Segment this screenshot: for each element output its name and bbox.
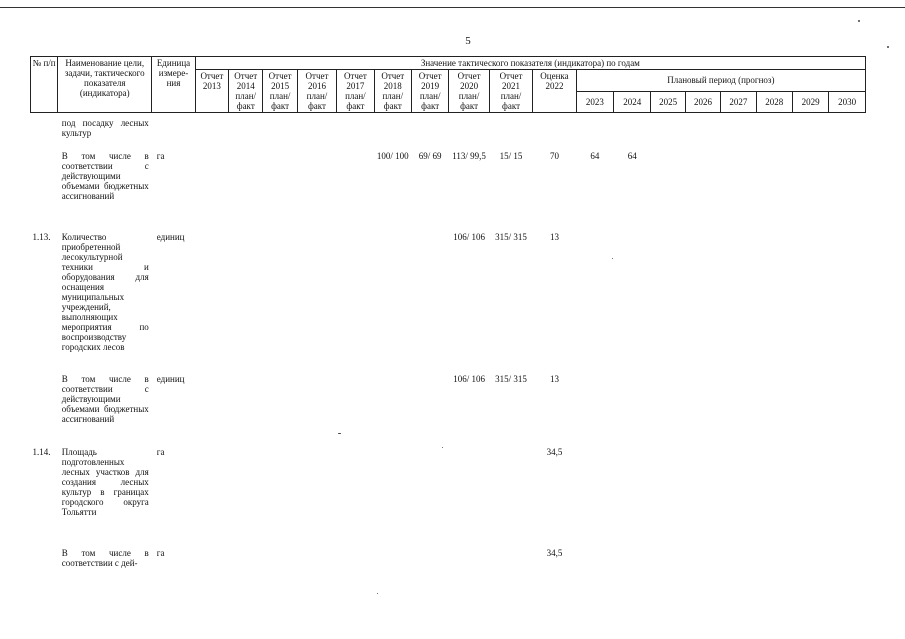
row-num: 1.13. <box>32 231 51 242</box>
cell-2016 <box>297 447 336 548</box>
cell-2027 <box>721 548 756 608</box>
cell-2027 <box>721 447 756 548</box>
cell-2030 <box>829 151 866 232</box>
header-plan-2025: 2025 <box>651 91 685 113</box>
cell-2021 <box>489 447 532 548</box>
cell-2025 <box>651 151 685 232</box>
header-estimate-2022: Оценка 2022 <box>533 70 576 113</box>
cell-2027 <box>721 113 756 151</box>
cell-2020 <box>449 548 489 608</box>
cell-2022: 13 <box>549 373 559 384</box>
cell-2030 <box>829 374 866 447</box>
header-year-2017: Отчет 2017 план/ факт <box>337 70 374 113</box>
row-name: Количество приобретенной лесокультурной техники и оборудования для оснащения муниципальных учреждений, выполняющих мероприятия по воспроизводству городских лесов <box>61 231 149 352</box>
header-year-2016: Отчет 2016 план/ факт <box>297 70 336 113</box>
cell-2028 <box>756 447 792 548</box>
cell-2024 <box>614 548 651 608</box>
table-row <box>31 113 866 151</box>
header-plan-2029: 2029 <box>792 91 828 113</box>
header-row-1 <box>31 57 866 70</box>
header-plan-2030: 2030 <box>829 91 866 113</box>
table-row <box>31 151 866 232</box>
cell-2023 <box>576 113 613 151</box>
cell-2021 <box>489 113 532 151</box>
cell-2025 <box>651 232 685 374</box>
row-name: В том числе в соответствии с действующими объемами бюджетных ассигнований <box>61 373 149 424</box>
indicator-table <box>30 56 866 608</box>
cell-2019 <box>411 232 448 374</box>
cell-2019 <box>411 113 448 151</box>
cell-2020 <box>449 447 489 548</box>
cell-2029 <box>792 232 828 374</box>
cell-2029 <box>792 374 828 447</box>
cell-2016 <box>297 232 336 374</box>
cell-2025 <box>651 447 685 548</box>
cell-2013 <box>195 447 228 548</box>
cell-2014 <box>229 151 263 232</box>
header-group: Значение тактического показателя (индикатора) по годам <box>195 57 865 70</box>
cell-2020 <box>449 113 489 151</box>
header-unit: Единица измере-ния <box>152 57 195 113</box>
cell-2014 <box>229 113 263 151</box>
row-num <box>31 374 58 447</box>
header-plan-period: Плановый период (прогноз) <box>576 70 865 92</box>
cell-2030 <box>829 548 866 608</box>
cell-2024: 64 <box>627 150 637 161</box>
cell-2025 <box>651 548 685 608</box>
cell-2013 <box>195 113 228 151</box>
cell-2017 <box>337 151 374 232</box>
cell-2019: 69/ 69 <box>418 150 442 161</box>
cell-2020: 106/ 106 <box>453 373 485 384</box>
cell-2013 <box>195 374 228 447</box>
cell-2014 <box>229 548 263 608</box>
cell-2015 <box>263 151 297 232</box>
cell-2017 <box>337 113 374 151</box>
cell-2029 <box>792 113 828 151</box>
cell-2026 <box>685 232 720 374</box>
header-year-2020: Отчет 2020 план/ факт <box>449 70 489 113</box>
cell-2026 <box>685 113 720 151</box>
header-plan-2023: 2023 <box>576 91 613 113</box>
cell-2021: 15/ 15 <box>499 150 523 161</box>
cell-2022: 13 <box>549 231 559 242</box>
cell-2027 <box>721 232 756 374</box>
cell-2023 <box>576 548 613 608</box>
row-num <box>31 113 58 151</box>
row-num: 1.14. <box>32 446 51 457</box>
row-name: В том числе в соответствии с действующими объемами бюджетных ассигнований <box>61 150 149 201</box>
cell-2022 <box>533 113 576 151</box>
cell-2029 <box>792 548 828 608</box>
cell-2025 <box>651 113 685 151</box>
cell-2016 <box>297 113 336 151</box>
row-unit: единиц <box>156 373 185 384</box>
header-num: № п/п <box>31 57 58 113</box>
scan-speck <box>887 46 889 48</box>
cell-2014 <box>229 447 263 548</box>
cell-2027 <box>721 374 756 447</box>
cell-2021: 315/ 315 <box>495 373 527 384</box>
row-unit: единиц <box>156 231 185 242</box>
header-plan-2027: 2027 <box>721 91 756 113</box>
cell-2022: 34,5 <box>546 547 563 558</box>
cell-2015 <box>263 548 297 608</box>
cell-2018 <box>374 374 411 447</box>
cell-2018 <box>374 548 411 608</box>
table-row <box>31 374 866 447</box>
cell-2017 <box>337 232 374 374</box>
header-plan-2024: 2024 <box>614 91 651 113</box>
cell-2018 <box>374 232 411 374</box>
cell-2021: 315/ 315 <box>495 231 527 242</box>
cell-2013 <box>195 232 228 374</box>
header-name: Наименование цели, задачи, тактического показателя (индикатора) <box>58 57 152 113</box>
cell-2018 <box>374 113 411 151</box>
cell-2023: 64 <box>590 150 600 161</box>
table-row <box>31 548 866 608</box>
cell-2019 <box>411 548 448 608</box>
cell-2030 <box>829 232 866 374</box>
cell-2028 <box>756 374 792 447</box>
cell-2030 <box>829 447 866 548</box>
cell-2028 <box>756 548 792 608</box>
cell-2028 <box>756 232 792 374</box>
row-name: В том числе в соответствии с дей- <box>61 547 149 568</box>
row-unit: га <box>156 150 165 161</box>
cell-2029 <box>792 151 828 232</box>
cell-2024 <box>614 113 651 151</box>
cell-2016 <box>297 374 336 447</box>
cell-2023 <box>576 232 613 374</box>
cell-2030 <box>829 113 866 151</box>
cell-2016 <box>297 151 336 232</box>
scan-speck <box>858 20 860 22</box>
cell-2014 <box>229 232 263 374</box>
row-unit <box>152 113 195 151</box>
cell-2024 <box>614 447 651 548</box>
cell-2029 <box>792 447 828 548</box>
cell-2019 <box>411 374 448 447</box>
cell-2015 <box>263 447 297 548</box>
row-unit: га <box>156 446 165 457</box>
cell-2020: 113/ 99,5 <box>452 150 486 161</box>
row-num <box>31 151 58 232</box>
cell-2018: 100/ 100 <box>376 150 409 161</box>
row-name: под посадку лесных культур <box>61 118 149 138</box>
cell-2013 <box>195 151 228 232</box>
cell-2015 <box>263 113 297 151</box>
row-name: Площадь подготовленных лесных участков для создания лесных культур в границах городского округа Тольятти <box>61 446 149 517</box>
header-year-2019: Отчет 2019 план/ факт <box>411 70 448 113</box>
header-year-2015: Отчет 2015 план/ факт <box>263 70 297 113</box>
row-unit: га <box>156 547 165 558</box>
page-top-line <box>0 7 905 8</box>
cell-2026 <box>685 151 720 232</box>
cell-2026 <box>685 447 720 548</box>
cell-2025 <box>651 374 685 447</box>
cell-2023 <box>576 447 613 548</box>
cell-2024 <box>614 232 651 374</box>
header-year-2014: Отчет 2014 план/ факт <box>229 70 263 113</box>
cell-2013 <box>195 548 228 608</box>
cell-2017 <box>337 447 374 548</box>
header-year-2021: Отчет 2021 план/ факт <box>489 70 532 113</box>
cell-2018 <box>374 447 411 548</box>
cell-2014 <box>229 374 263 447</box>
header-year-2018: Отчет 2018 план/ факт <box>374 70 411 113</box>
cell-2017 <box>337 548 374 608</box>
cell-2022: 34,5 <box>546 446 563 457</box>
cell-2026 <box>685 548 720 608</box>
cell-2017 <box>337 374 374 447</box>
cell-2020: 106/ 106 <box>453 231 485 242</box>
cell-2015 <box>263 232 297 374</box>
table-row <box>31 232 866 374</box>
header-year-2013: Отчет 2013 <box>195 70 228 113</box>
cell-2027 <box>721 151 756 232</box>
cell-2024 <box>614 374 651 447</box>
cell-2028 <box>756 151 792 232</box>
cell-2022: 70 <box>549 150 559 161</box>
header-plan-2028: 2028 <box>756 91 792 113</box>
page-number: 5 <box>465 35 471 47</box>
cell-2023 <box>576 374 613 447</box>
cell-2019 <box>411 447 448 548</box>
header-plan-2026: 2026 <box>685 91 720 113</box>
cell-2028 <box>756 113 792 151</box>
table-row <box>31 447 866 548</box>
cell-2021 <box>489 548 532 608</box>
cell-2016 <box>297 548 336 608</box>
cell-2026 <box>685 374 720 447</box>
row-num <box>31 548 58 608</box>
cell-2015 <box>263 374 297 447</box>
